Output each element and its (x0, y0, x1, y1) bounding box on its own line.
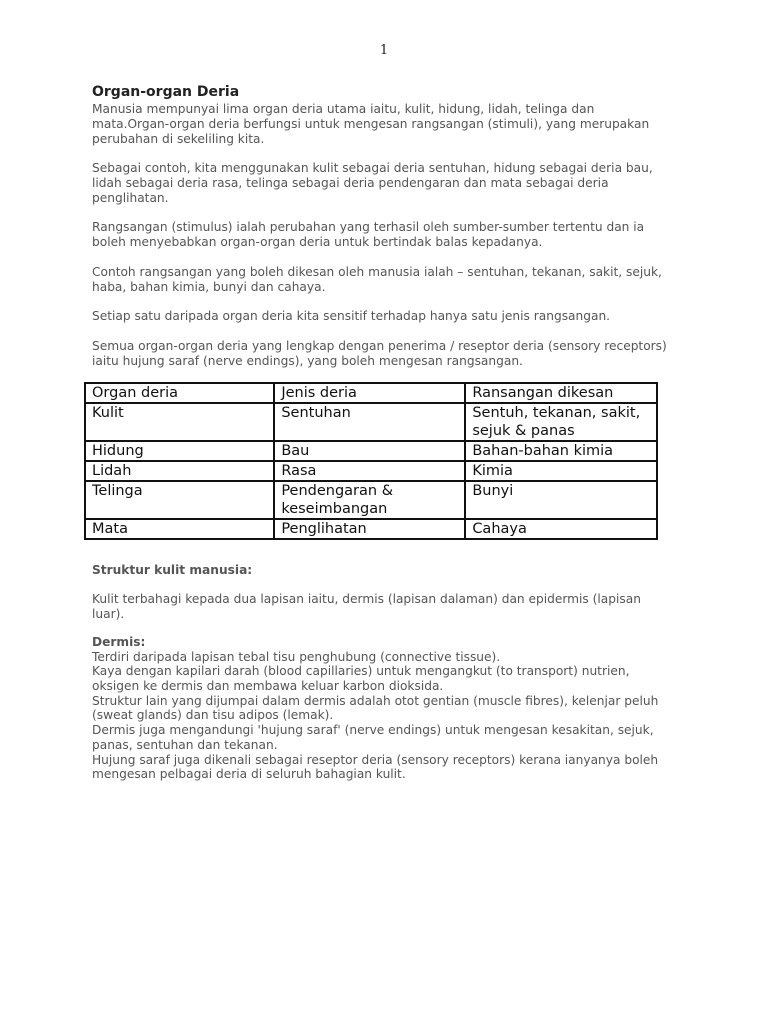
paragraph: Sebagai contoh, kita menggunakan kulit sebagai deria sentuhan, hidung sebagai deria bau, lidah sebagai deria rasa, telinga sebagai deria pendengaran dan mata sebagai deria penglihatan. (92, 161, 653, 205)
table-cell: Sentuh, tekanan, sakit, sejuk & panas (465, 403, 657, 441)
paragraph: Rangsangan (stimulus) ialah perubahan yang terhasil oleh sumber-sumber tertentu dan ia boleh menyebabkan organ-organ deria untuk bertindak balas kepadanya. (92, 220, 645, 250)
paragraph: Setiap satu daripada organ deria kita sensitif terhadap hanya satu jenis rangsangan. (92, 309, 611, 324)
table-cell: Cahaya (465, 519, 657, 539)
table-cell: Bahan-bahan kimia (465, 441, 657, 461)
table-cell: Penglihatan (274, 519, 465, 539)
sense-organ-table (84, 382, 658, 540)
dermis-line: Kaya dengan kapilari darah (blood capillaries) untuk mengangkut (to transport) nutrien, oksigen ke dermis dan membawa keluar karbon dioksida. (92, 664, 630, 693)
table-row (85, 461, 657, 481)
table-row (85, 519, 657, 539)
table-header-cell: Jenis deria (274, 383, 465, 403)
table-header-row (85, 383, 657, 403)
dermis-heading: Dermis: (92, 634, 146, 649)
dermis-line: Terdiri daripada lapisan tebal tisu penghubung (connective tissue). (92, 649, 501, 664)
table-cell: Kimia (465, 461, 657, 481)
table-cell: Lidah (85, 461, 274, 481)
table-row (85, 403, 657, 441)
dermis-line: Hujung saraf juga dikenali sebagai reseptor deria (sensory receptors) kerana ianyanya boleh mengesan pelbagai deria di seluruh bahagian kulit. (92, 752, 659, 782)
intro-section (92, 84, 672, 383)
section-heading: Struktur kulit manusia: (92, 563, 253, 577)
section-title: Organ-organ Deria (92, 84, 240, 100)
table-cell: Kulit (85, 403, 274, 441)
table-header-cell: Organ deria (85, 383, 274, 403)
table-cell: Rasa (274, 461, 465, 481)
dermis-line: Dermis juga mengandungi 'hujung saraf' (nerve endings) untuk mengesan kesakitan, sejuk, panas, sentuhan dan tekanan. (92, 723, 654, 752)
paragraph: Manusia mempunyai lima organ deria utama iaitu, kulit, hidung, lidah, telinga dan mata.Organ-organ deria berfungsi untuk mengesan rangsangan (stimuli), yang merupakan perubahan di sekeliling kita. (92, 102, 650, 146)
table-cell: Telinga (85, 481, 274, 519)
paragraph: Kulit terbahagi kepada dua lapisan iaitu, dermis (lapisan dalaman) dan epidermis (lapisan luar). (92, 592, 641, 621)
table-cell: Bau (274, 441, 465, 461)
table-cell: Pendengaran & keseimbangan (274, 481, 465, 519)
table-cell: Sentuhan (274, 403, 465, 441)
dermis-line: Struktur lain yang dijumpai dalam dermis adalah otot gentian (muscle fibres), kelenjar peluh (sweat glands) dan tisu adipos (lemak). (92, 693, 659, 723)
paragraph: Contoh rangsangan yang boleh dikesan oleh manusia ialah – sentuhan, tekanan, sakit, sejuk, haba, bahan kimia, bunyi dan cahaya. (92, 264, 662, 294)
paragraph: Semua organ-organ deria yang lengkap dengan penerima / reseptor deria (sensory receptors) iaitu hujung saraf (nerve endings), yang boleh mengesan rangsangan. (92, 338, 667, 368)
table-cell: Mata (85, 519, 274, 539)
table-row (85, 481, 657, 519)
table-cell: Hidung (85, 441, 274, 461)
table-cell: Bunyi (465, 481, 657, 519)
page-number: 1 (379, 43, 389, 58)
skin-structure-section (92, 562, 672, 782)
table-row (85, 441, 657, 461)
table-header-cell: Ransangan dikesan (465, 383, 657, 403)
